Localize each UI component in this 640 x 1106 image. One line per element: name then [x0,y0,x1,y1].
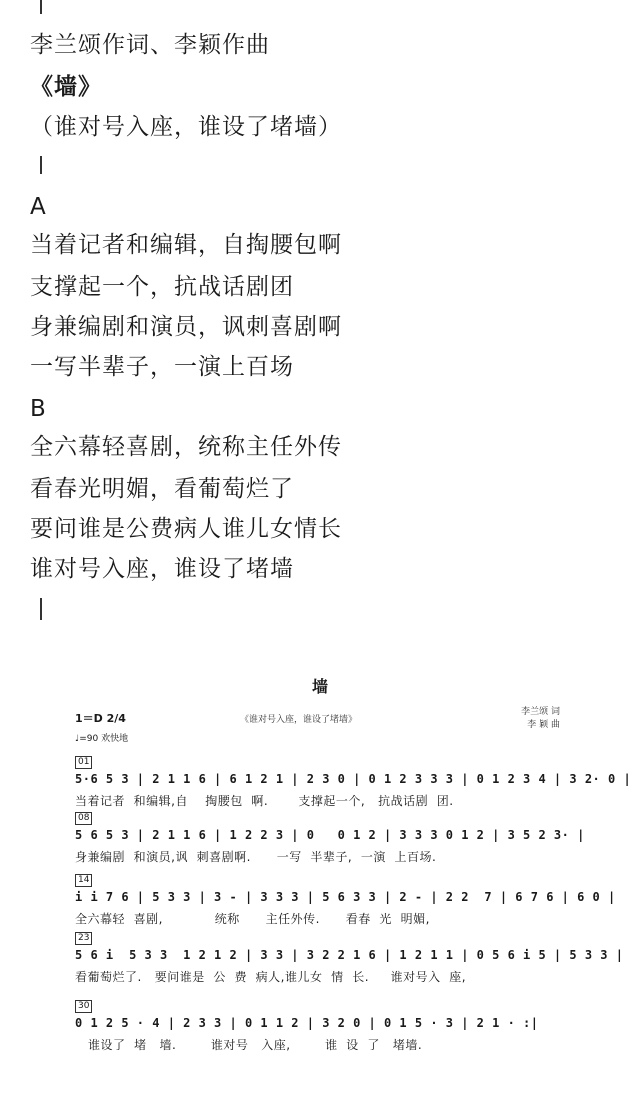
key-signature: 1＝D 2/4 [75,712,126,725]
lyric-line: 全六幕轻 喜剧, 统称 主任外传. 看春 光 明媚, [75,912,430,926]
lyric-line: 谁设了 堵 墙. 谁对号 入座, 谁 设 了 堵墙. [75,1038,423,1052]
score-subtitle: 《谁对号入座，谁设了堵墙》 [240,715,358,725]
bar-number: 14 [75,874,92,887]
bar-number: 01 [75,756,92,769]
text-line: 全六幕轻喜剧，统称主任外传 [30,434,342,460]
text-line: 李兰颂作词、李颖作曲 [30,32,270,58]
sheet-music-image [60,660,632,1080]
lyric-line: 看葡萄烂了. 要问谁是 公 费 病人,谁儿女 情 长. 谁对号入 座, [75,970,467,984]
text-line: （谁对号入座，谁设了堵墙） [30,114,342,140]
notation-line: i i 7 6 | 5 3 3 | 3 - | 3 3 3 | 5 6 3 3 | 2 - | 2 2 7 | 6 7 6 | 6 0 | [75,890,616,904]
composer-credit: 李 颖 曲 [527,720,560,730]
text-line: 要问谁是公费病人谁儿女情长 [30,516,342,542]
notation-line: 5 6 i 5 3 3 1 2 1 2 | 3 3 | 3 2 2 1 6 | 1 2 1 1 | 0 5 6 i 5 | 5 3 3 | [75,948,624,962]
text-cursor [40,598,42,620]
text-line: 谁对号入座，谁设了堵墙 [30,556,294,582]
text-line: 一写半辈子，一演上百场 [30,354,294,380]
bar-number: 23 [75,932,92,945]
lyric-line: 身兼编剧 和演员,讽 刺喜剧啊. 一写 半辈子, 一演 上百场. [75,850,437,864]
text-line: 身兼编剧和演员，讽刺喜剧啊 [30,314,342,340]
lyricist-credit: 李兰颂 词 [521,707,560,717]
lyric-line: 当着记者 和编辑,自 掏腰包 啊. 支撑起一个, 抗战话剧 团. [75,794,454,808]
section-label-b: B [30,396,47,422]
text-line: 看春光明媚，看葡萄烂了 [30,476,294,502]
song-title-line: 《墙》 [30,74,102,100]
bar-number: 30 [75,1000,92,1013]
text-line: 支撑起一个，抗战话剧团 [30,274,294,300]
text-cursor [40,156,42,174]
text-line: 当着记者和编辑，自掏腰包啊 [30,232,342,258]
section-label-a: A [30,194,47,220]
notation-line: 5 6 5 3 | 2 1 1 6 | 1 2 2 3 | 0 0 1 2 | 3 3 3 0 1 2 | 3 5 2 3· | [75,828,585,842]
notation-line: 5·6 5 3 | 2 1 1 6 | 6 1 2 1 | 2 3 0 | 0 1 2 3 3 3 | 0 1 2 3 4 | 3 2· 0 | [75,772,632,786]
tempo-marking: ♩=90 欢快地 [75,734,129,744]
bar-number: 08 [75,812,92,825]
notation-line: 0 1 2 5 · 4 | 2 3 3 | 0 1 1 2 | 3 2 0 | 0 1 5 · 3 | 2 1 · :| [75,1016,539,1030]
text-cursor [40,0,42,14]
score-title: 墙 [311,677,328,696]
